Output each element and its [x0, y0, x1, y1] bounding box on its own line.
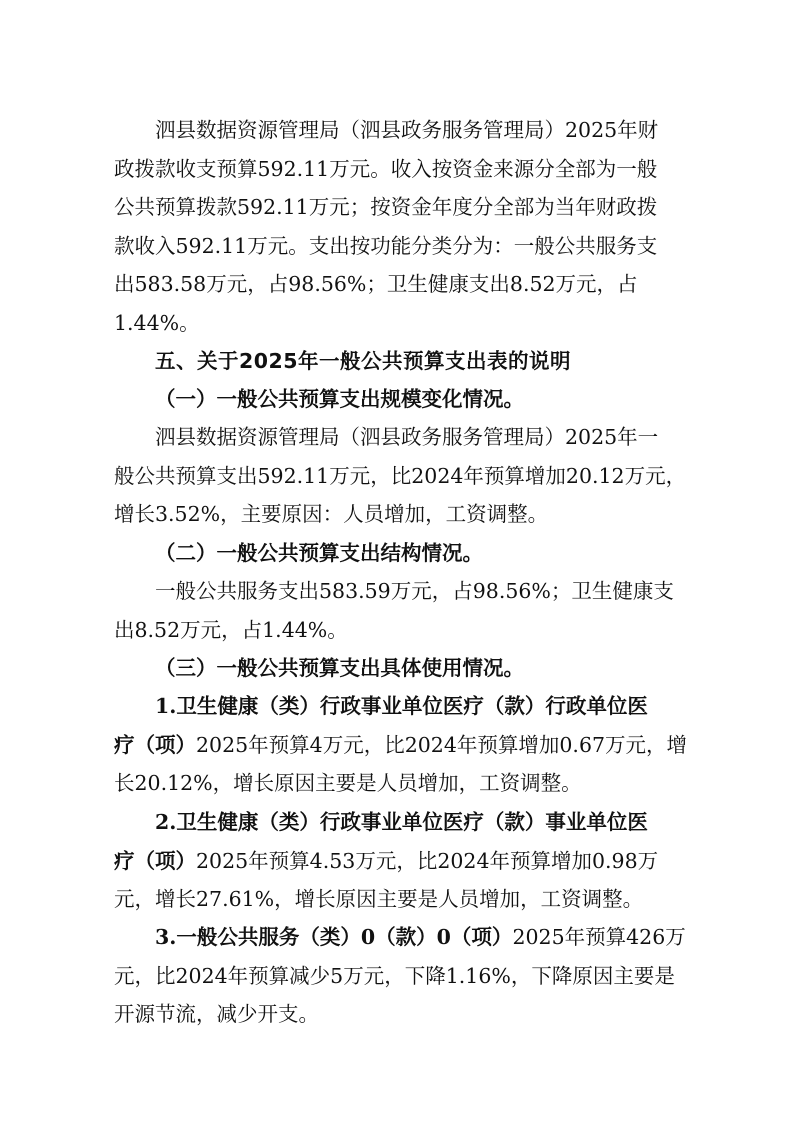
list-item-text: 2025年预算4.53万元，比2024年预算增加0.98万: [196, 848, 659, 873]
text-line: 泗县数据资源管理局（泗县政务服务管理局）2025年财: [155, 118, 659, 142]
text-line: [114, 918, 686, 957]
text-line: 元，增长27.61%，增长原因主要是人员增加，工资调整。: [114, 887, 644, 911]
text-line: 政拨款收支预算592.11万元。收入按资金来源分全部为一般: [114, 156, 658, 181]
text-line: [114, 726, 688, 765]
list-item-title: 3.一般公共服务（类）0（款）0（项）: [155, 925, 513, 949]
text-line: 泗县数据资源管理局（泗县政务服务管理局）2025年一: [155, 425, 659, 449]
list-item-text: 2025年预算4万元，比2024年预算增加0.67万元，增: [196, 732, 688, 757]
text-line: 开源节流，减少开支。: [114, 1002, 319, 1026]
list-item-title-cont: 疗（项）: [114, 848, 196, 873]
paragraph-structure: [114, 572, 680, 649]
paragraph-budget-overview: [114, 111, 680, 342]
text-line: 公共预算拨款592.11万元；按资金年度分全部为当年财政拨: [114, 195, 658, 219]
list-item-title-cont: 疗（项）: [114, 732, 196, 757]
list-item-title: 2.卫生健康（类）行政事业单位医疗（款）事业单位医: [155, 810, 648, 834]
list-item-health-admin: [114, 687, 688, 803]
text-line: 款收入592.11万元。支出按功能分类分为：一般公共服务支: [114, 233, 658, 258]
text-line: 长20.12%，增长原因主要是人员增加，工资调整。: [114, 771, 582, 795]
subsection-two-heading: （二）一般公共预算支出结构情况。: [155, 541, 483, 565]
text-line: 出8.52万元，占1.44%。: [114, 617, 348, 642]
subsection-three-heading: （三）一般公共预算支出具体使用情况。: [155, 656, 524, 680]
text-line: 出583.58万元，占98.56%；卫生健康支出8.52万元，占: [114, 272, 638, 296]
list-item-health-public-inst: [114, 803, 680, 919]
text-line: [114, 842, 680, 881]
text-line: 增长3.52%，主要原因：人员增加，工资调整。: [114, 502, 549, 526]
text-line: 般公共预算支出592.11万元，比2024年预算增加20.12万元，: [114, 463, 687, 488]
subsection-one-heading: （一）一般公共预算支出规模变化情况。: [155, 387, 524, 411]
text-line: 元，比2024年预算减少5万元，下降1.16%，下降原因主要是: [114, 963, 675, 988]
list-item-title: 1.卫生健康（类）行政事业单位医疗（款）行政单位医: [155, 694, 648, 718]
section-five-heading: 五、关于2025年一般公共预算支出表的说明: [155, 349, 572, 373]
text-line: 一般公共服务支出583.59万元，占98.56%；卫生健康支: [155, 579, 674, 603]
paragraph-scale-change: [114, 418, 687, 534]
list-item-text: 2025年预算426万: [512, 925, 686, 949]
text-line: 1.44%。: [114, 310, 200, 335]
list-item-general-public-service: [114, 918, 686, 1034]
